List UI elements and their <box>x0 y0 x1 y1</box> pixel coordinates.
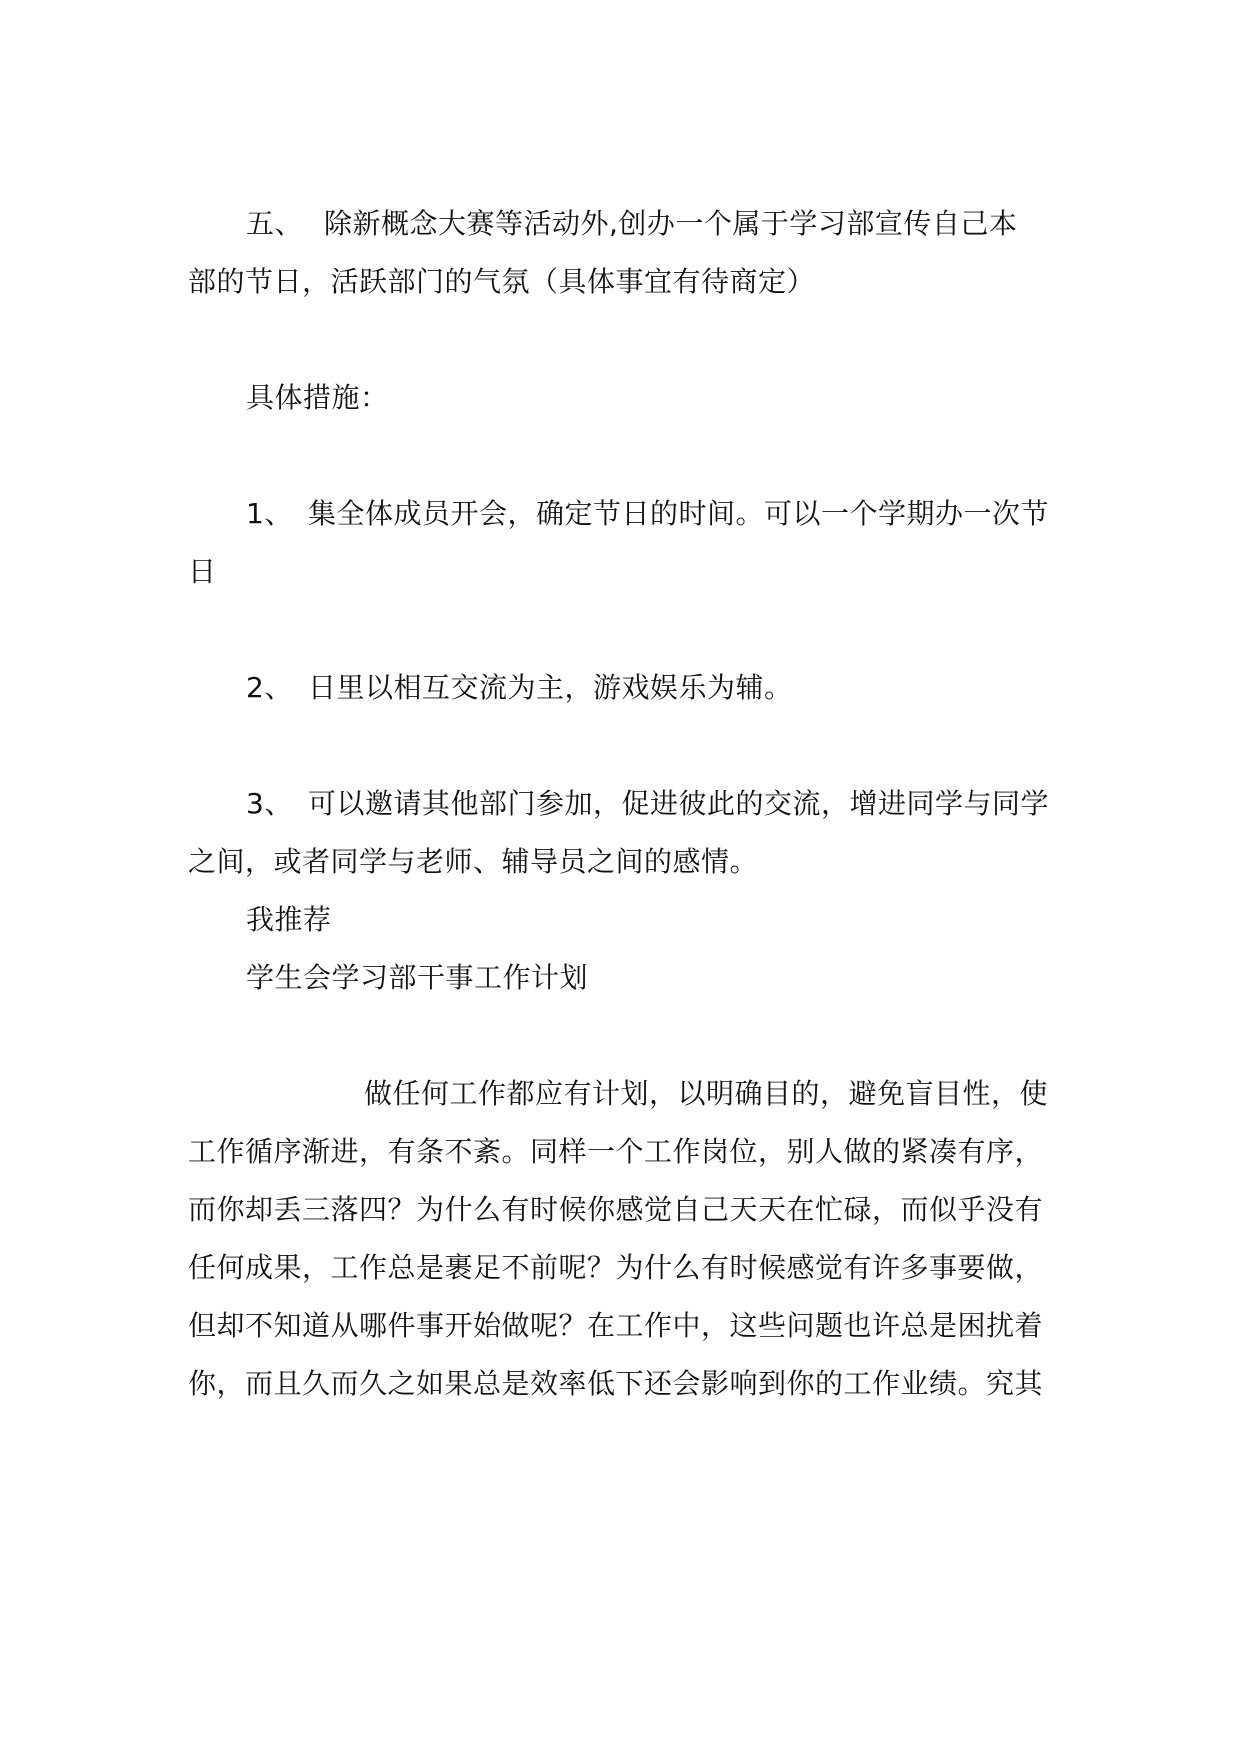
measure-3-text-1: 可以邀请其他部门参加，促进彼此的交流，增进同学与同学 <box>308 787 1050 820</box>
body-line-6: 你，而且久而久之如果总是效率低下还会影响到你的工作业绩。究其 <box>188 1367 1044 1400</box>
measure-1-line-2: 日 <box>188 555 217 588</box>
body-line-1: 做任何工作都应有计划，以明确目的，避免盲目性，使 <box>364 1077 1049 1110</box>
body-line-5: 但却不知道从哪件事开始做呢？在工作中，这些问题也许总是困扰着 <box>188 1309 1044 1342</box>
measure-3-line-1 <box>246 784 1146 824</box>
body-line-3: 而你却丢三落四？为什么有时候你感觉自己天天在忙碌，而似乎没有 <box>188 1193 1044 1226</box>
section-5-text-1: 除新概念大赛等活动外,创办一个属于学习部宣传自己本 <box>324 207 1018 240</box>
measure-1-line-1 <box>246 494 1146 534</box>
section-5-line-1 <box>246 204 1146 244</box>
body-line-2: 工作循序渐进，有条不紊。同样一个工作岗位，别人做的紧凑有序， <box>188 1135 1044 1168</box>
measure-2-marker: 2、 <box>246 671 293 704</box>
measures-heading: 具体措施： <box>246 381 389 414</box>
body-line-4: 任何成果，工作总是裹足不前呢？为什么有时候感觉有许多事要做， <box>188 1251 1044 1284</box>
measure-2-line-1 <box>246 668 1146 708</box>
recommend-title: 学生会学习部干事工作计划 <box>246 961 589 994</box>
measure-2-text-1: 日里以相互交流为主，游戏娱乐为辅。 <box>308 671 793 704</box>
section-5-line-2: 部的节日，活跃部门的气氛（具体事宜有待商定） <box>188 265 816 298</box>
measure-1-text-1: 集全体成员开会，确定节日的时间。可以一个学期办一次节 <box>308 497 1050 530</box>
section-5-marker: 五、 <box>246 207 304 240</box>
measure-3-marker: 3、 <box>246 787 293 820</box>
recommend-label: 我推荐 <box>246 903 332 936</box>
measure-3-line-2: 之间，或者同学与老师、辅导员之间的感情。 <box>188 845 759 878</box>
measure-1-marker: 1、 <box>246 497 293 530</box>
